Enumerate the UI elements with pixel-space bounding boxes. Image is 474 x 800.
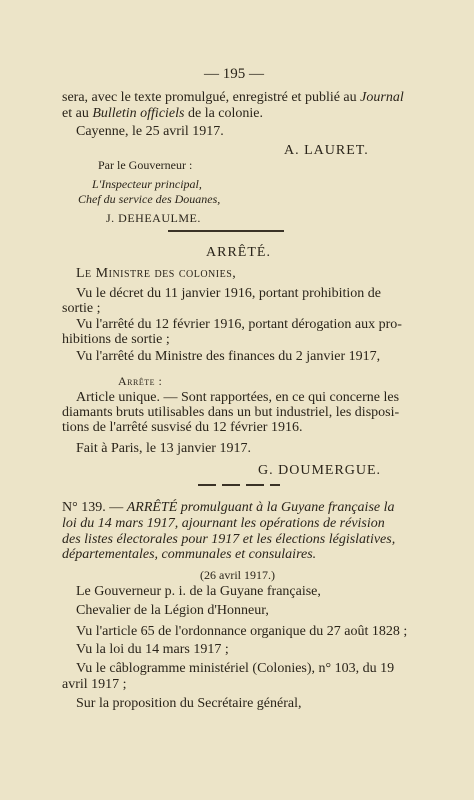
vu-line: Vu la loi du 14 mars 1917 ;: [76, 642, 229, 657]
article-line: diamants bruts utilisables dans un but industriel, les disposi-: [62, 405, 400, 420]
countersignatory: J. DEHEAULME.: [106, 211, 201, 225]
vu-line: avril 1917 ;: [62, 677, 127, 692]
inspecteur-title: L'Inspecteur principal,: [92, 177, 202, 191]
minister-line: Le Ministre des colonies,: [76, 266, 237, 281]
article-line: Article unique. — Sont rapportées, en ce qui concerne les: [76, 390, 400, 405]
text-span: de la colonie.: [184, 106, 264, 121]
decree-date: (26 avril 1917.): [200, 568, 275, 582]
bulletin-title: Bulletin officiels: [92, 106, 185, 121]
decree-title: ARRÊTÉ promulguant à la Guyane française la: [126, 500, 395, 515]
article-line: tions de l'arrêté susvisé du 12 février 1916.: [62, 420, 303, 435]
vu-line: Vu l'article 65 de l'ordonnance organique du 27 août 1828 ;: [76, 624, 408, 639]
journal-title: Journal: [360, 90, 404, 105]
text-span: et au: [62, 106, 93, 121]
chef-service-title: Chef du service des Douanes,: [78, 192, 221, 206]
decree-title-line: des listes électorales pour 1917 et les élections législatives,: [62, 532, 396, 547]
page-number: — 195 —: [204, 66, 264, 82]
arrete-label: Arrête :: [118, 374, 163, 388]
vu-line: sortie ;: [62, 301, 101, 316]
vu-line: hibitions de sortie ;: [62, 332, 170, 347]
vu-line: Vu le câblogramme ministériel (Colonies), n° 103, du 19: [76, 661, 395, 676]
signatory: G. DOUMERGUE.: [258, 463, 382, 478]
text-line: [62, 90, 404, 106]
vu-line: Vu le décret du 11 janvier 1916, portant prohibition de: [76, 286, 382, 301]
text-span: sera, avec le texte promulgué, enregistré et publié au: [62, 90, 361, 105]
vu-line: Vu l'arrêté du 12 février 1916, portant dérogation aux pro-: [76, 317, 402, 332]
decree-title-line: départementales, communales et consulaires.: [62, 547, 317, 562]
gouverneur-line: Le Gouverneur p. i. de la Guyane française,: [76, 584, 321, 599]
par-le-gouverneur: Par le Gouverneur :: [98, 158, 193, 172]
fait-line: Fait à Paris, le 13 janvier 1917.: [76, 441, 251, 456]
text-line: [62, 106, 263, 122]
decree-number: N° 139. —: [62, 500, 127, 515]
chevalier-line: Chevalier de la Légion d'Honneur,: [76, 603, 269, 618]
signatory: A. LAURET.: [284, 143, 369, 158]
place-date: Cayenne, le 25 avril 1917.: [76, 124, 224, 139]
section-divider: [198, 484, 280, 486]
proposition-line: Sur la proposition du Secrétaire général,: [76, 696, 302, 711]
arrete-heading: ARRÊTÉ.: [206, 245, 271, 260]
vu-line: Vu l'arrêté du Ministre des finances du 2 janvier 1917,: [76, 349, 381, 364]
section-divider: [168, 230, 284, 232]
decree-title-line: [62, 500, 395, 516]
decree-title-line: loi du 14 mars 1917, ajournant les opérations de révision: [62, 516, 385, 531]
